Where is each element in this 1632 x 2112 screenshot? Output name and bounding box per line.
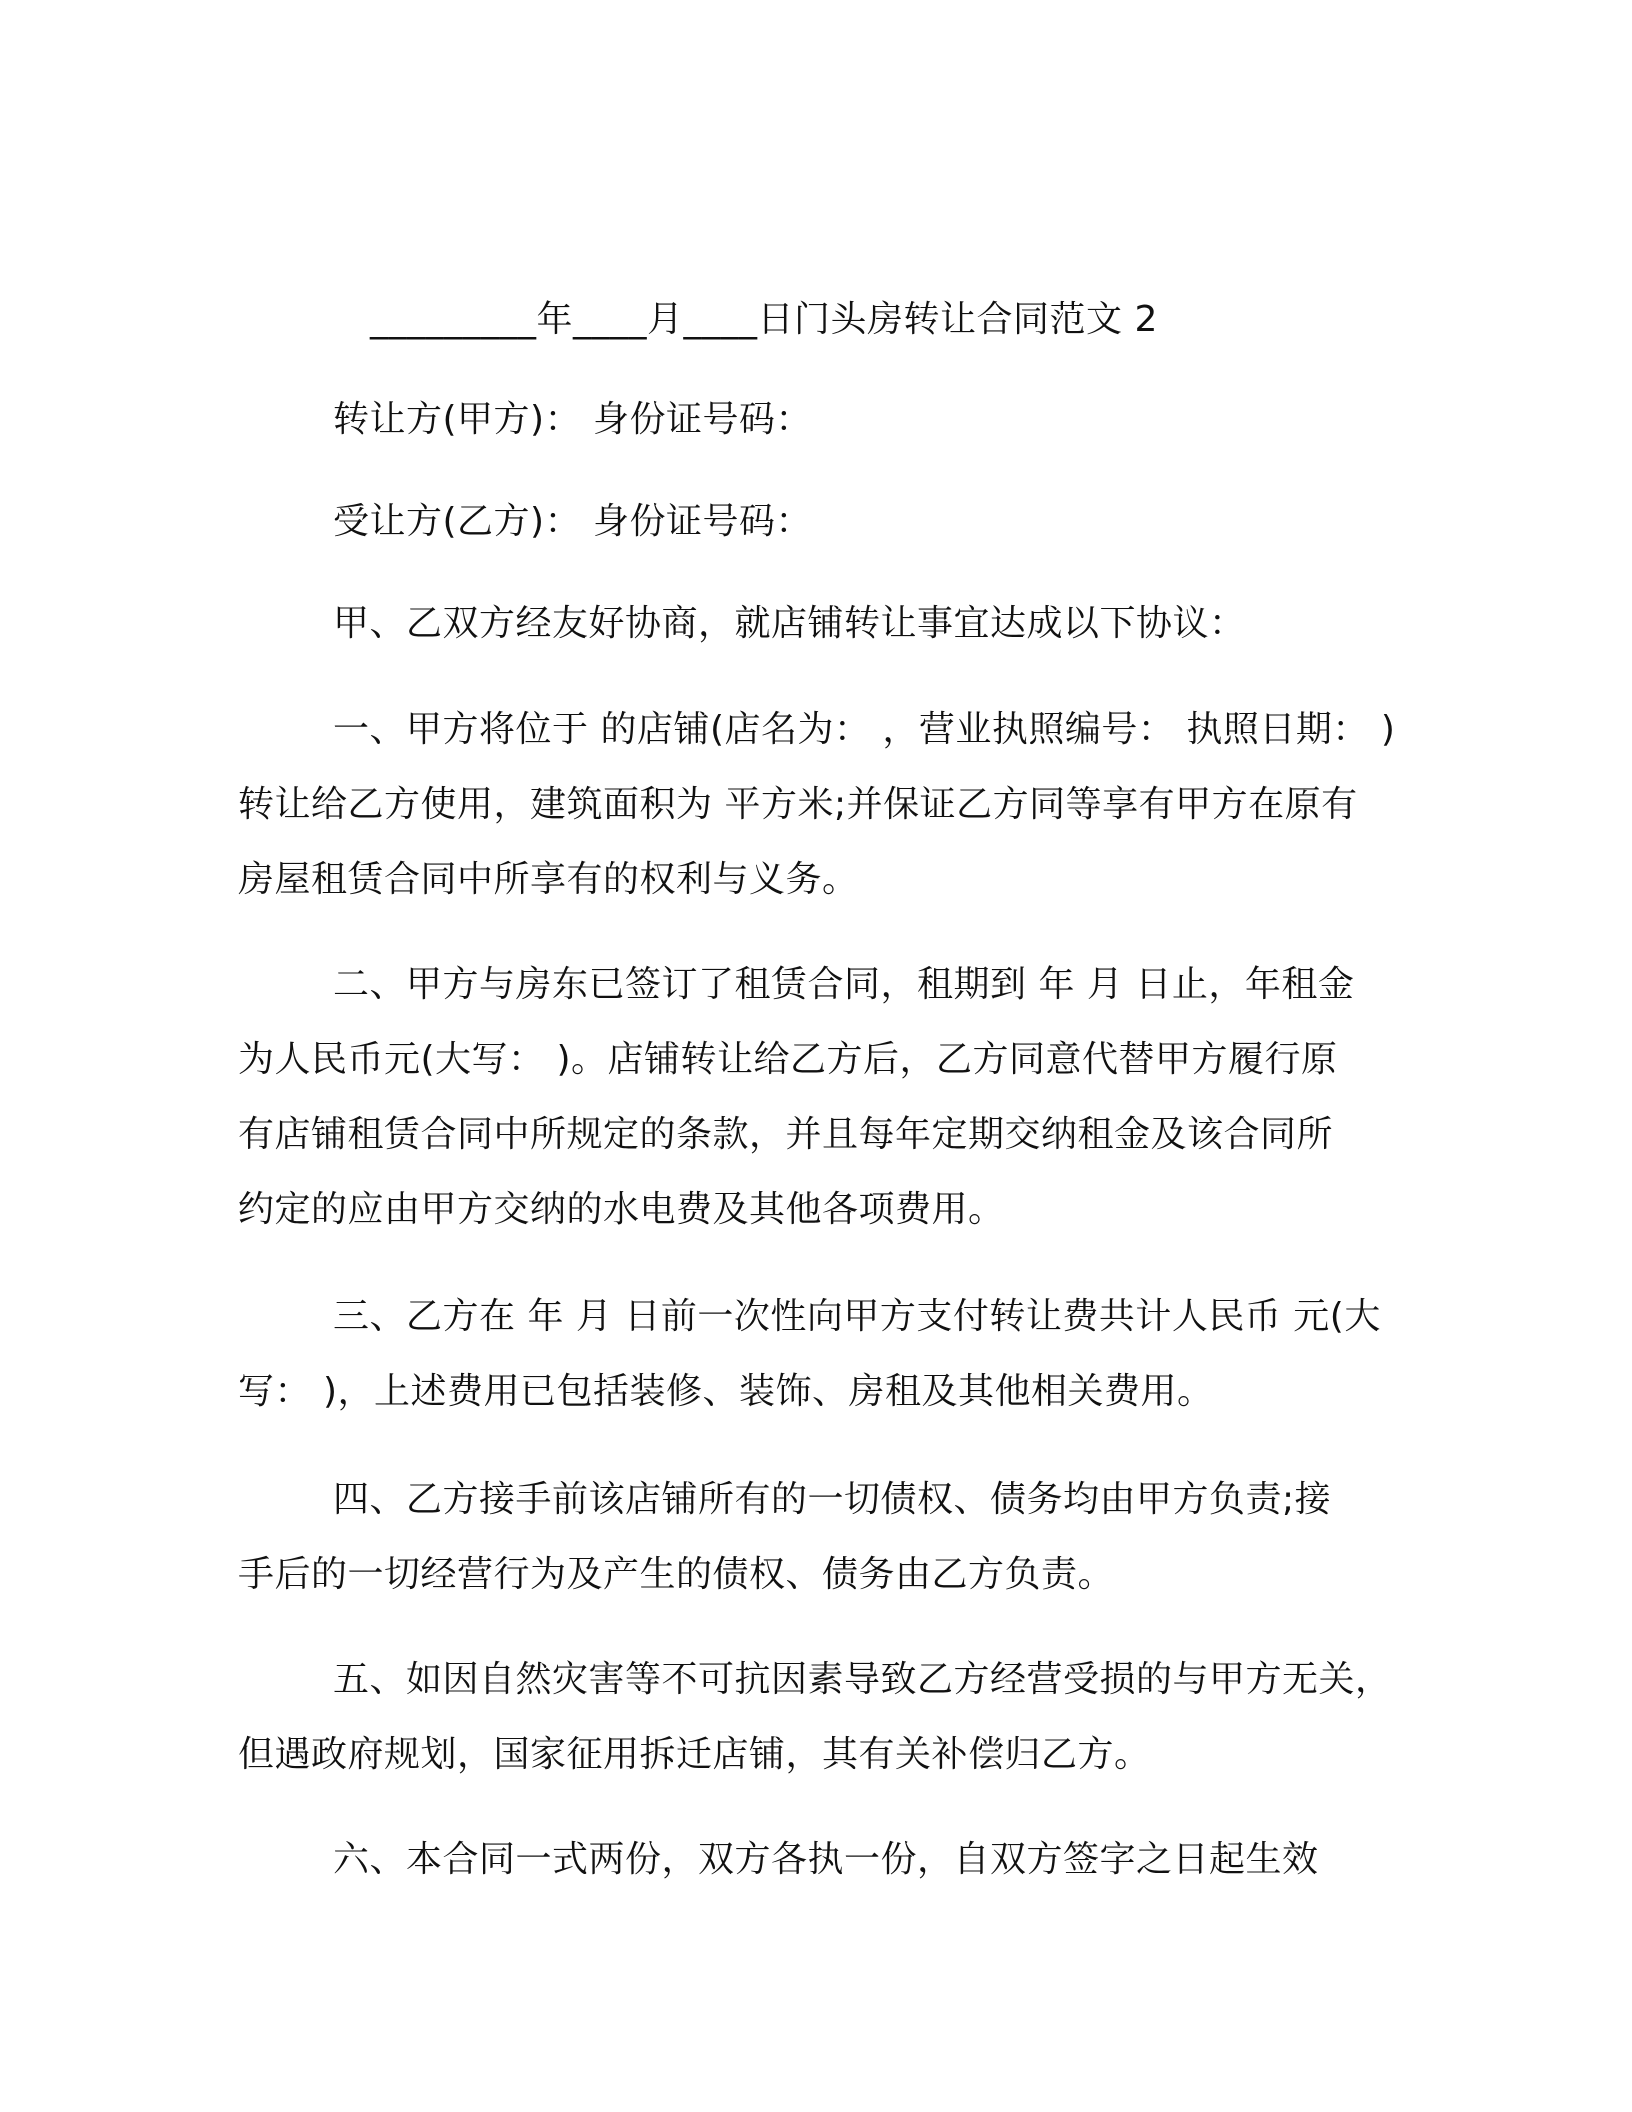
transferor-line: 转让方(甲方)： 身份证号码： <box>333 399 813 440</box>
clause-1-line-1: 一、甲方将位于 的店铺(店名为： ，营业执照编号： 执照日期： ) <box>333 709 1396 750</box>
clause-5-line-1: 五、如因自然灾害等不可抗因素导致乙方经营受损的与甲方无关， <box>333 1659 1392 1700</box>
clause-2-line-1: 二、甲方与房东已签订了租赁合同，租期到 年 月 日止，年租金 <box>333 964 1355 1005</box>
clause-4-line-1: 四、乙方接手前该店铺所有的一切债权、债务均由甲方负责;接 <box>333 1479 1332 1520</box>
document-title: _________年____月____日门头房转让合同范文 2 <box>370 299 1158 340</box>
clause-1-line-2: 转让给乙方使用，建筑面积为 平方米;并保证乙方同等享有甲方在原有 <box>238 784 1358 825</box>
clause-2-line-2: 为人民币元(大写： )。店铺转让给乙方后，乙方同意代替甲方履行原 <box>238 1039 1338 1080</box>
transferee-line: 受让方(乙方)： 身份证号码： <box>333 501 813 542</box>
clause-2-line-3: 有店铺租赁合同中所规定的条款，并且每年定期交纳租金及该合同所 <box>238 1114 1334 1155</box>
clause-1-line-3: 房屋租赁合同中所享有的权利与义务。 <box>238 859 859 900</box>
clause-4-line-2: 手后的一切经营行为及产生的债权、债务由乙方负责。 <box>238 1554 1115 1595</box>
clause-5-line-2: 但遇政府规划，国家征用拆迁店铺，其有关补偿归乙方。 <box>238 1734 1151 1775</box>
clause-3-line-1: 三、乙方在 年 月 日前一次性向甲方支付转让费共计人民币 元(大 <box>333 1296 1381 1337</box>
clause-2-line-4: 约定的应由甲方交纳的水电费及其他各项费用。 <box>238 1189 1005 1230</box>
clause-3-line-2: 写： )，上述费用已包括装修、装饰、房租及其他相关费用。 <box>238 1371 1214 1412</box>
intro-paragraph: 甲、乙双方经友好协商，就店铺转让事宜达成以下协议： <box>333 603 1246 644</box>
clause-6-line-1: 六、本合同一式两份，双方各执一份，自双方签字之日起生效 <box>333 1839 1319 1880</box>
